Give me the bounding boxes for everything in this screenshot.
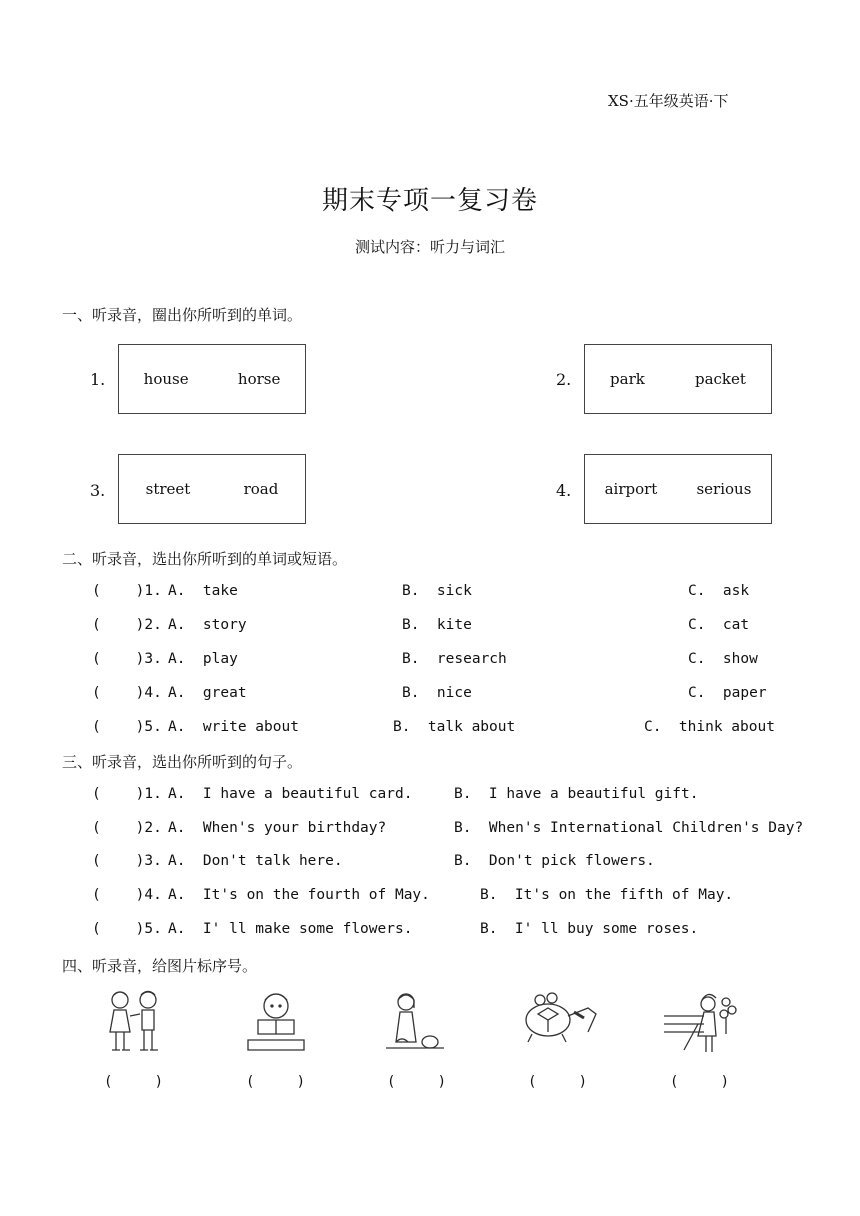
word-option[interactable]: horse (237, 370, 281, 388)
question-row (92, 853, 832, 873)
option-b: B. When's International Children's Day? (454, 820, 804, 836)
word-box (118, 454, 306, 524)
header-tag: XS·五年级英语·下 (608, 92, 729, 110)
option-a: A. Don't talk here. (168, 853, 343, 869)
boy-reading-book-icon (240, 990, 310, 1056)
option-a: A. great (168, 685, 247, 701)
girl-sweeping-flowers-icon (662, 990, 740, 1056)
section1-title: 一、听录音，圈出你所听到的单词。 (62, 306, 303, 324)
word-option[interactable]: serious (696, 480, 752, 498)
word-box (584, 344, 772, 414)
answer-blank[interactable]: ( )1. (92, 786, 162, 802)
option-b: B. nice (402, 685, 472, 701)
option-c: C. think about (644, 719, 775, 735)
option-b: B. Don't pick flowers. (454, 853, 655, 869)
option-a: A. I' ll make some flowers. (168, 921, 413, 937)
question-row (92, 820, 832, 840)
option-c: C. show (688, 651, 758, 667)
option-a: A. I have a beautiful card. (168, 786, 413, 802)
question-row (92, 583, 832, 603)
page-title: 期末专项一复习卷 (321, 186, 538, 216)
option-b: B. research (402, 651, 507, 667)
answer-blank[interactable]: ( )2. (92, 617, 162, 633)
question-row (92, 921, 832, 941)
word-box (584, 454, 772, 524)
option-b: B. sick (402, 583, 472, 599)
word-option[interactable]: street (145, 480, 191, 498)
word-option[interactable]: road (243, 480, 279, 498)
item-number: 3. (90, 481, 106, 500)
option-a: A. story (168, 617, 247, 633)
answer-blank[interactable]: ( )3. (92, 853, 162, 869)
section2-title: 二、听录音，选出你所听到的单词或短语。 (62, 550, 348, 568)
option-b: B. talk about (393, 719, 516, 735)
answer-blank[interactable]: ( )4. (92, 887, 162, 903)
answer-blank[interactable]: ( )3. (92, 651, 162, 667)
answer-blank[interactable]: ( )5. (92, 921, 162, 937)
question-row (92, 786, 832, 806)
question-row (92, 685, 832, 705)
two-children-talking-icon (100, 988, 170, 1058)
picture-answer-blank[interactable]: ( ) (670, 1074, 730, 1090)
option-a: A. take (168, 583, 238, 599)
answer-blank[interactable]: ( )4. (92, 685, 162, 701)
word-box (118, 344, 306, 414)
answer-blank[interactable]: ( )1. (92, 583, 162, 599)
option-b: B. I' ll buy some roses. (480, 921, 699, 937)
option-c: C. cat (688, 617, 750, 633)
option-c: C. ask (688, 583, 750, 599)
answer-blank[interactable]: ( )5. (92, 719, 162, 735)
item-number: 2. (556, 370, 572, 389)
option-b: B. It's on the fifth of May. (480, 887, 734, 903)
word-option[interactable]: airport (604, 480, 658, 498)
section4-title: 四、听录音，给图片标序号。 (62, 957, 258, 975)
answer-blank[interactable]: ( )2. (92, 820, 162, 836)
option-b: B. kite (402, 617, 472, 633)
picture-answer-blank[interactable]: ( ) (528, 1074, 588, 1090)
option-b: B. I have a beautiful gift. (454, 786, 699, 802)
option-c: C. paper (688, 685, 767, 701)
question-row (92, 651, 832, 671)
word-option[interactable]: packet (694, 370, 746, 388)
option-a: A. When's your birthday? (168, 820, 387, 836)
option-a: A. write about (168, 719, 299, 735)
picture-answer-blank[interactable]: ( ) (104, 1074, 164, 1090)
question-row (92, 617, 832, 637)
word-option[interactable]: house (143, 370, 189, 388)
word-option[interactable]: park (610, 370, 645, 388)
picture-answer-blank[interactable]: ( ) (246, 1074, 306, 1090)
question-row (92, 719, 832, 739)
picture-answer-blank[interactable]: ( ) (387, 1074, 447, 1090)
option-a: A. It's on the fourth of May. (168, 887, 430, 903)
page-subtitle: 测试内容：听力与词汇 (354, 238, 505, 256)
item-number: 1. (90, 370, 106, 389)
item-number: 4. (556, 481, 572, 500)
option-a: A. play (168, 651, 238, 667)
woman-at-table-icon (382, 990, 448, 1056)
question-row (92, 887, 832, 907)
section3-title: 三、听录音，选出你所听到的句子。 (62, 753, 303, 771)
turtle-drawing-icon (518, 990, 602, 1054)
